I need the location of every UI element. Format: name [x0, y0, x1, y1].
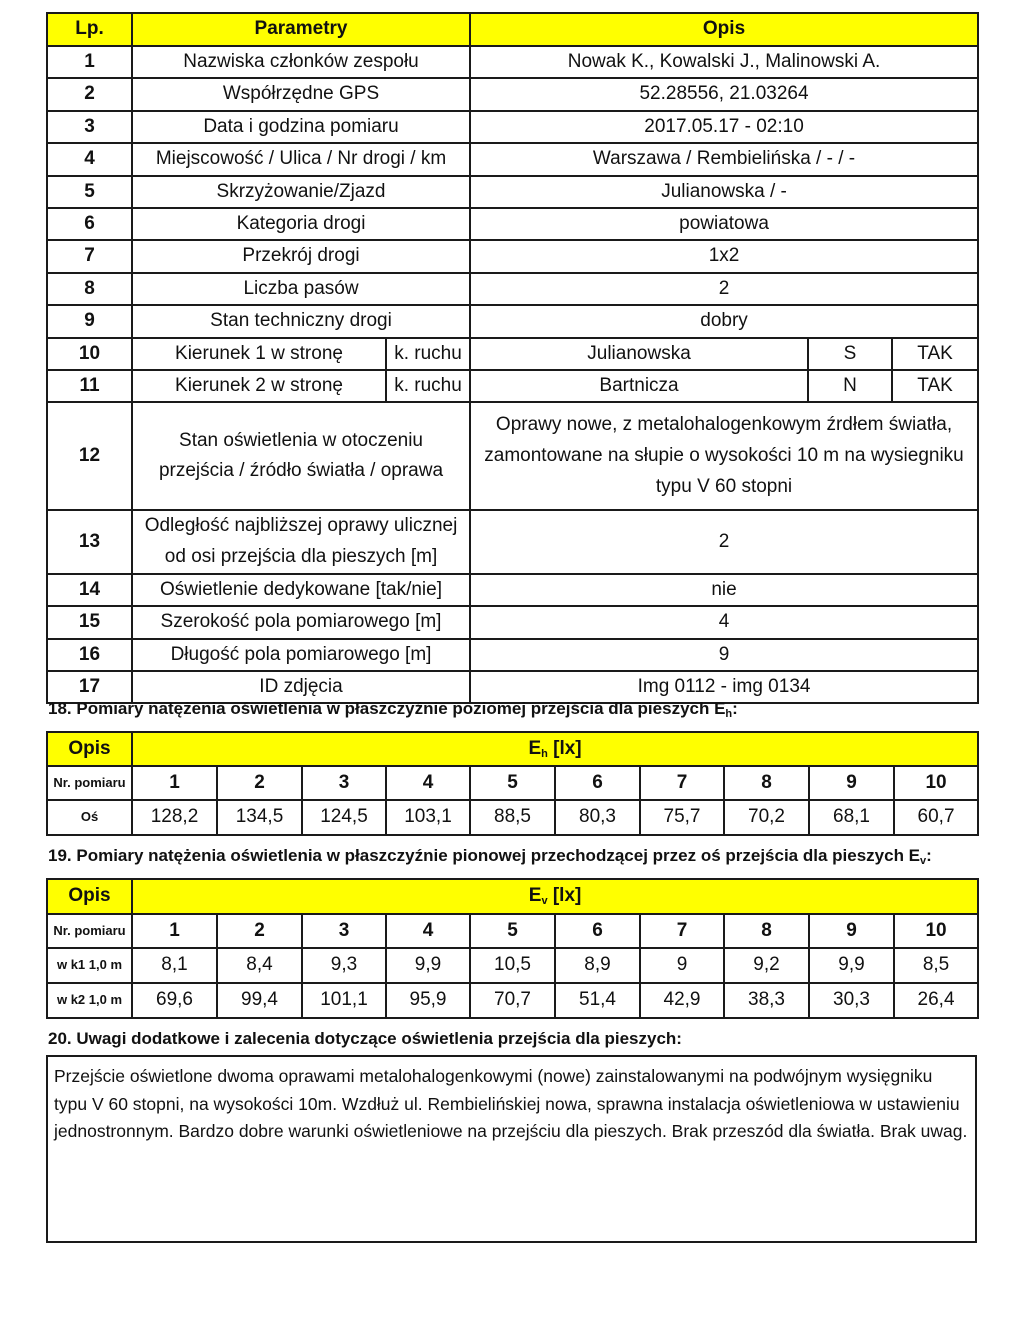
measurement-number: 9 [809, 914, 894, 948]
table-row [47, 574, 978, 606]
table-row [47, 143, 978, 175]
measurement-value: 38,3 [724, 983, 809, 1018]
row-number: 10 [47, 338, 132, 370]
measurement-value: 8,5 [894, 948, 978, 983]
table-row [47, 983, 978, 1018]
measurement-number: 4 [386, 914, 470, 948]
row-label: w k2 1,0 m [47, 983, 132, 1018]
header-opis: Opis [470, 13, 978, 46]
row-number: 16 [47, 639, 132, 671]
row-number: 9 [47, 305, 132, 337]
measurement-number: 2 [217, 766, 302, 800]
row-value: 9 [470, 639, 978, 671]
row-parameter: ID zdjęcia [132, 671, 470, 703]
measurement-value: 9,2 [724, 948, 809, 983]
measurement-number: 8 [724, 766, 809, 800]
table-row [47, 176, 978, 208]
row-parameter: Długość pola pomiarowego [m] [132, 639, 470, 671]
table-row [47, 370, 978, 402]
table-row [47, 766, 978, 800]
horizontal-measurements-table [46, 731, 979, 836]
table-row [47, 606, 978, 638]
row-parameter: Szerokość pola pomiarowego [m] [132, 606, 470, 638]
row-value: 2017.05.17 - 02:10 [470, 111, 978, 143]
table-row [47, 510, 978, 574]
measurement-number: 5 [470, 914, 555, 948]
row-direction: N [808, 370, 892, 402]
table-row [47, 800, 978, 835]
measurement-value: 26,4 [894, 983, 978, 1018]
table-row [47, 948, 978, 983]
row-value: 4 [470, 606, 978, 638]
row-label: Oś [47, 800, 132, 835]
notes-text: Przejście oświetlone dwoma oprawami metalohalogenkowymi (nowe) zainstalowanymi na podwójnym wysięgniku typu V 60 stopni, na wysokości 10m. Wzdłuż ul. Rembielińskiej nowa, sprawna instalacja oświetleniowa w ustawieniu jednostronnym. Bardzo dobre warunki oświetleniowe na przejściu dla pieszych. Brak przeszód dla światła. Brak uwag. [46, 1055, 977, 1243]
row-sub-label: k. ruchu [386, 338, 470, 370]
row-number: 4 [47, 143, 132, 175]
measurement-number: 3 [302, 914, 386, 948]
table-row [47, 639, 978, 671]
header-unit: $E_h$ [lx] [132, 732, 978, 766]
measurement-value: 51,4 [555, 983, 640, 1018]
row-flag: TAK [892, 370, 978, 402]
table-row [47, 208, 978, 240]
row-parameter: Odległość najbliższej oprawy ulicznej od osi przejścia dla pieszych [m] [132, 510, 470, 574]
row-number: 12 [47, 402, 132, 510]
measurement-number: 8 [724, 914, 809, 948]
row-number: 3 [47, 111, 132, 143]
row-value: 52.28556, 21.03264 [470, 78, 978, 110]
row-number: 14 [47, 574, 132, 606]
measurement-value: 9,9 [809, 948, 894, 983]
row-label: w k1 1,0 m [47, 948, 132, 983]
row-parameter: Kierunek 1 w stronę [132, 338, 386, 370]
row-flag: TAK [892, 338, 978, 370]
row-number: 11 [47, 370, 132, 402]
measurement-value: 124,5 [302, 800, 386, 835]
table-row [47, 78, 978, 110]
row-parameter: Liczba pasów [132, 273, 470, 305]
row-parameter: Stan techniczny drogi [132, 305, 470, 337]
measurement-number: 9 [809, 766, 894, 800]
row-number: 15 [47, 606, 132, 638]
row-parameter: Skrzyżowanie/Zjazd [132, 176, 470, 208]
row-parameter: Kategoria drogi [132, 208, 470, 240]
nr-pomiaru-label: Nr. pomiaru [47, 914, 132, 948]
row-value: Julianowska / - [470, 176, 978, 208]
header-opis: Opis [47, 879, 132, 914]
row-number: 1 [47, 46, 132, 78]
row-number: 17 [47, 671, 132, 703]
measurement-value: 70,2 [724, 800, 809, 835]
row-parameter: Stan oświetlenia w otoczeniu przejścia / źródło światła / oprawa [132, 402, 470, 510]
nr-pomiaru-label: Nr. pomiaru [47, 766, 132, 800]
row-parameter: Miejscowość / Ulica / Nr drogi / km [132, 143, 470, 175]
row-parameter: Nazwiska członków zespołu [132, 46, 470, 78]
row-number: 8 [47, 273, 132, 305]
section-20-title: 20. Uwagi dodatkowe i zalecenia dotyczące oświetlenia przejścia dla pieszych: [48, 1029, 682, 1048]
measurement-number: 1 [132, 914, 217, 948]
row-parameter: Oświetlenie dedykowane [tak/nie] [132, 574, 470, 606]
measurement-value: 95,9 [386, 983, 470, 1018]
measurement-value: 42,9 [640, 983, 724, 1018]
measurement-number: 4 [386, 766, 470, 800]
measurement-value: 30,3 [809, 983, 894, 1018]
row-value: Img 0112 - img 0134 [470, 671, 978, 703]
table-row [47, 914, 978, 948]
measurement-number: 6 [555, 914, 640, 948]
measurement-number: 1 [132, 766, 217, 800]
section-18-title: 18. Pomiary natężenia oświetlenia w płaszczyźnie poziomej przejścia dla pieszych $E_h$: [48, 699, 738, 720]
measurement-number: 10 [894, 766, 978, 800]
row-value: 2 [470, 510, 978, 574]
row-parameter: Przekrój drogi [132, 240, 470, 272]
measurement-value: 70,7 [470, 983, 555, 1018]
row-number: 2 [47, 78, 132, 110]
row-number: 13 [47, 510, 132, 574]
row-value: Bartnicza [470, 370, 808, 402]
measurement-number: 3 [302, 766, 386, 800]
header-parametry: Parametry [132, 13, 470, 46]
row-value: dobry [470, 305, 978, 337]
table-row [47, 402, 978, 510]
measurement-value: 9,9 [386, 948, 470, 983]
measurement-number: 6 [555, 766, 640, 800]
row-parameter: Data i godzina pomiaru [132, 111, 470, 143]
row-value: Nowak K., Kowalski J., Malinowski A. [470, 46, 978, 78]
row-value: powiatowa [470, 208, 978, 240]
measurement-number: 5 [470, 766, 555, 800]
vertical-measurements-table [46, 878, 979, 1019]
table-row [47, 46, 978, 78]
measurement-number: 7 [640, 914, 724, 948]
header-unit: $E_v$ [lx] [132, 879, 978, 914]
table-row [47, 273, 978, 305]
row-value: nie [470, 574, 978, 606]
measurement-value: 80,3 [555, 800, 640, 835]
measurement-number: 7 [640, 766, 724, 800]
row-number: 7 [47, 240, 132, 272]
row-parameter: Kierunek 2 w stronę [132, 370, 386, 402]
measurement-number: 10 [894, 914, 978, 948]
header-lp: Lp. [47, 13, 132, 46]
table-row [47, 305, 978, 337]
measurement-value: 8,4 [217, 948, 302, 983]
measurement-value: 10,5 [470, 948, 555, 983]
measurement-number: 2 [217, 914, 302, 948]
measurement-value: 9,3 [302, 948, 386, 983]
measurement-value: 88,5 [470, 800, 555, 835]
row-value: Julianowska [470, 338, 808, 370]
section-19-title: 19. Pomiary natężenia oświetlenia w płaszczyźnie pionowej przechodzącej przez oś przejścia dla pieszych $E_v$: [48, 846, 932, 867]
row-direction: S [808, 338, 892, 370]
row-sub-label: k. ruchu [386, 370, 470, 402]
table-row [47, 240, 978, 272]
row-value: 1x2 [470, 240, 978, 272]
row-value: 2 [470, 273, 978, 305]
measurement-value: 75,7 [640, 800, 724, 835]
table-row [47, 111, 978, 143]
measurement-value: 103,1 [386, 800, 470, 835]
measurement-value: 8,1 [132, 948, 217, 983]
row-parameter: Współrzędne GPS [132, 78, 470, 110]
measurement-value: 128,2 [132, 800, 217, 835]
measurement-value: 101,1 [302, 983, 386, 1018]
main-parameters-table [46, 12, 979, 704]
measurement-value: 68,1 [809, 800, 894, 835]
row-number: 5 [47, 176, 132, 208]
row-value: Oprawy nowe, z metalohalogenkowym źrdłem światła, zamontowane na słupie o wysokości 10 m na wysiegniku typu V 60 stopni [470, 402, 978, 510]
row-number: 6 [47, 208, 132, 240]
measurement-value: 9 [640, 948, 724, 983]
measurement-value: 134,5 [217, 800, 302, 835]
header-opis: Opis [47, 732, 132, 766]
measurement-value: 99,4 [217, 983, 302, 1018]
table-row [47, 338, 978, 370]
measurement-value: 69,6 [132, 983, 217, 1018]
measurement-value: 60,7 [894, 800, 978, 835]
row-value: Warszawa / Rembielińska / - / - [470, 143, 978, 175]
measurement-value: 8,9 [555, 948, 640, 983]
